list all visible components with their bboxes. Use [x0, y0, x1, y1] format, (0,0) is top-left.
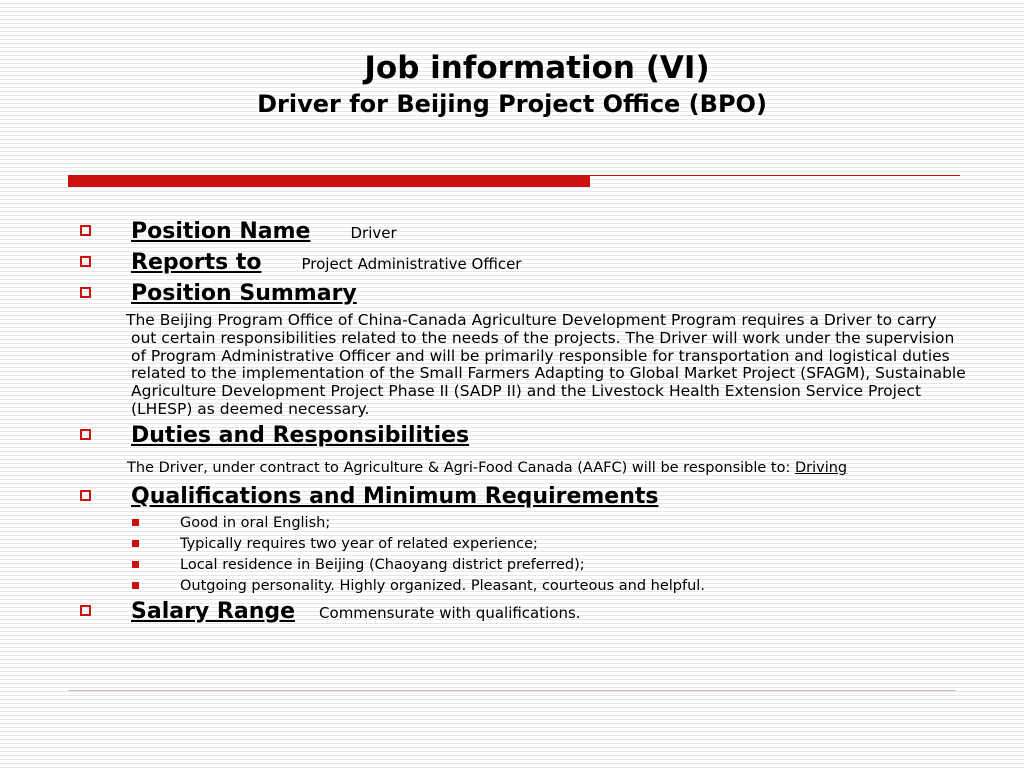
salary-heading: Salary Range: [131, 599, 296, 624]
list-item: [132, 575, 705, 596]
duties-driving-link[interactable]: Driving: [794, 460, 848, 476]
filled-square-icon: [132, 561, 139, 568]
hollow-square-icon: [80, 605, 91, 616]
list-item-text: Local residence in Beijing (Chaoyang district preferred);: [180, 556, 585, 573]
hollow-square-icon: [80, 287, 91, 298]
salary-row: [80, 599, 581, 627]
title-divider-thick: [68, 175, 590, 187]
hollow-square-icon: [80, 490, 91, 501]
list-item-text: Outgoing personality. Highly organized. Pleasant, courteous and helpful.: [180, 577, 705, 594]
list-item-text: Typically requires two year of related experience;: [180, 535, 538, 552]
qualifications-list: [132, 512, 705, 596]
hollow-square-icon: [80, 225, 91, 236]
duties-line: [127, 460, 847, 476]
position-summary-body: [126, 312, 966, 419]
salary-value: Commensurate with qualifications.: [319, 604, 581, 622]
hollow-square-icon: [80, 429, 91, 440]
qualifications-row: [80, 484, 659, 512]
list-item: [132, 554, 705, 575]
position-summary-heading: Position Summary: [131, 281, 357, 306]
qualifications-heading: Qualifications and Minimum Requirements: [131, 484, 659, 509]
reports-to-heading: Reports to: [131, 250, 262, 275]
position-summary-text: The Beijing Program Office of China-Canada Agriculture Development Program requires a Driver to carry out certain responsibilities related to the needs of the projects. The Driver will work under the supervision of Program Administrative Officer and will be primarily responsible for transportation and logistical duties related to the implementation of the Small Farmers Adapting to Global Market Project (SFAGM), Sustainable Agriculture Development Project Phase II (SADP II) and the Livestock Health Extension Service Project (LHESP) as deemed necessary.: [126, 311, 966, 418]
hollow-square-icon: [80, 256, 91, 267]
position-name-value: Driver: [350, 224, 397, 242]
title-divider-thin: [590, 175, 960, 176]
footer-divider: [68, 690, 956, 691]
position-name-heading: Position Name: [131, 219, 311, 244]
list-item-text: Good in oral English;: [180, 514, 331, 531]
reports-to-value: Project Administrative Officer: [301, 255, 522, 273]
reports-to-row: [80, 250, 521, 278]
position-name-row: [80, 219, 397, 247]
filled-square-icon: [132, 582, 139, 589]
duties-intro: The Driver, under contract to Agriculture & Agri-Food Canada (AAFC) will be responsible to:: [127, 460, 791, 476]
filled-square-icon: [132, 540, 139, 547]
slide-title: Job information (VI): [364, 50, 710, 86]
position-summary-row: [80, 281, 357, 309]
duties-row: [80, 423, 469, 451]
filled-square-icon: [132, 519, 139, 526]
list-item: [132, 512, 705, 533]
list-item: [132, 533, 705, 554]
slide-subtitle: Driver for Beijing Project Office (BPO): [257, 90, 767, 118]
duties-heading: Duties and Responsibilities: [131, 423, 470, 448]
